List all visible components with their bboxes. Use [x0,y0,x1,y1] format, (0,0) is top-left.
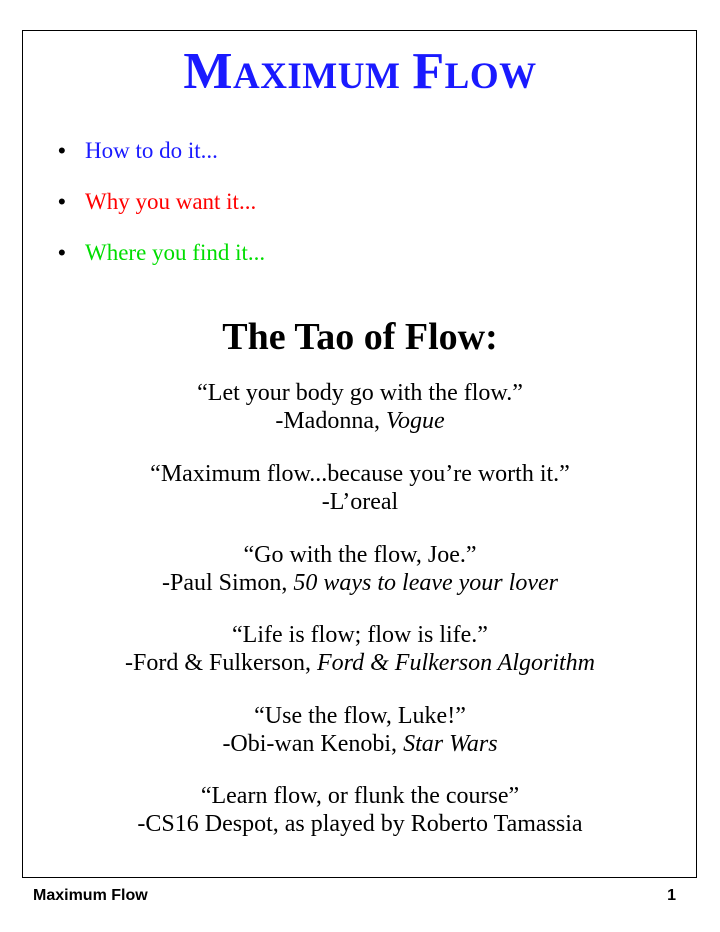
tao-heading: The Tao of Flow: [222,316,498,358]
bullet-text: Where you find it... [85,240,266,265]
quote-attribution [0,407,720,435]
quote-attribution [0,730,720,758]
title-cap-1: M [183,43,233,100]
attribution-text: -L’oreal [321,489,399,515]
attribution-work: Ford & Fulkerson Algorithm [317,650,595,676]
bullet-dot-icon: • [58,240,66,265]
attribution-text: -Ford & Fulkerson, [125,650,317,676]
attribution-text: -CS16 Despot, as played by Roberto Tamassia [137,811,583,837]
attribution-work: Vogue [385,408,445,434]
bullet-item-where [58,240,265,291]
quote-text: “Life is flow; flow is life.” [232,622,488,648]
quote-block [0,541,720,597]
title-rest-1: AXIMUM [232,56,401,97]
bullet-item-how [58,138,265,189]
quote-text: “Maximum flow...because you’re worth it.” [150,461,570,487]
quote-block [0,621,720,677]
attribution-text: -Paul Simon, [162,570,294,596]
quote-attribution [0,488,720,516]
attribution-work: Star Wars [403,731,498,757]
quote-block [0,379,720,435]
bullet-item-why [58,189,265,240]
quote-attribution [0,569,720,597]
title-rest-2: LOW [444,56,537,97]
quote-text: “Learn flow, or flunk the course” [200,783,520,809]
bullet-dot-icon: • [58,138,66,163]
attribution-text: -Madonna, [275,408,386,434]
quote-text: “Use the flow, Luke!” [254,703,466,729]
footer-title: Maximum Flow [33,887,148,904]
bullet-text: Why you want it... [85,189,257,214]
page-number: 1 [667,887,676,904]
quote-block [0,460,720,516]
title-cap-2: F [412,43,445,100]
bullet-text: How to do it... [85,138,218,163]
quote-text: “Go with the flow, Joe.” [243,542,477,568]
quote-attribution [0,810,720,838]
attribution-work: 50 ways to leave your lover [293,570,558,596]
quote-block [0,702,720,758]
bullet-list [58,138,265,291]
quote-text: “Let your body go with the flow.” [197,380,523,406]
bullet-dot-icon: • [58,189,66,214]
quote-attribution [0,649,720,677]
quote-block [0,782,720,838]
attribution-text: -Obi-wan Kenobi, [222,731,404,757]
slide-title [0,44,720,105]
